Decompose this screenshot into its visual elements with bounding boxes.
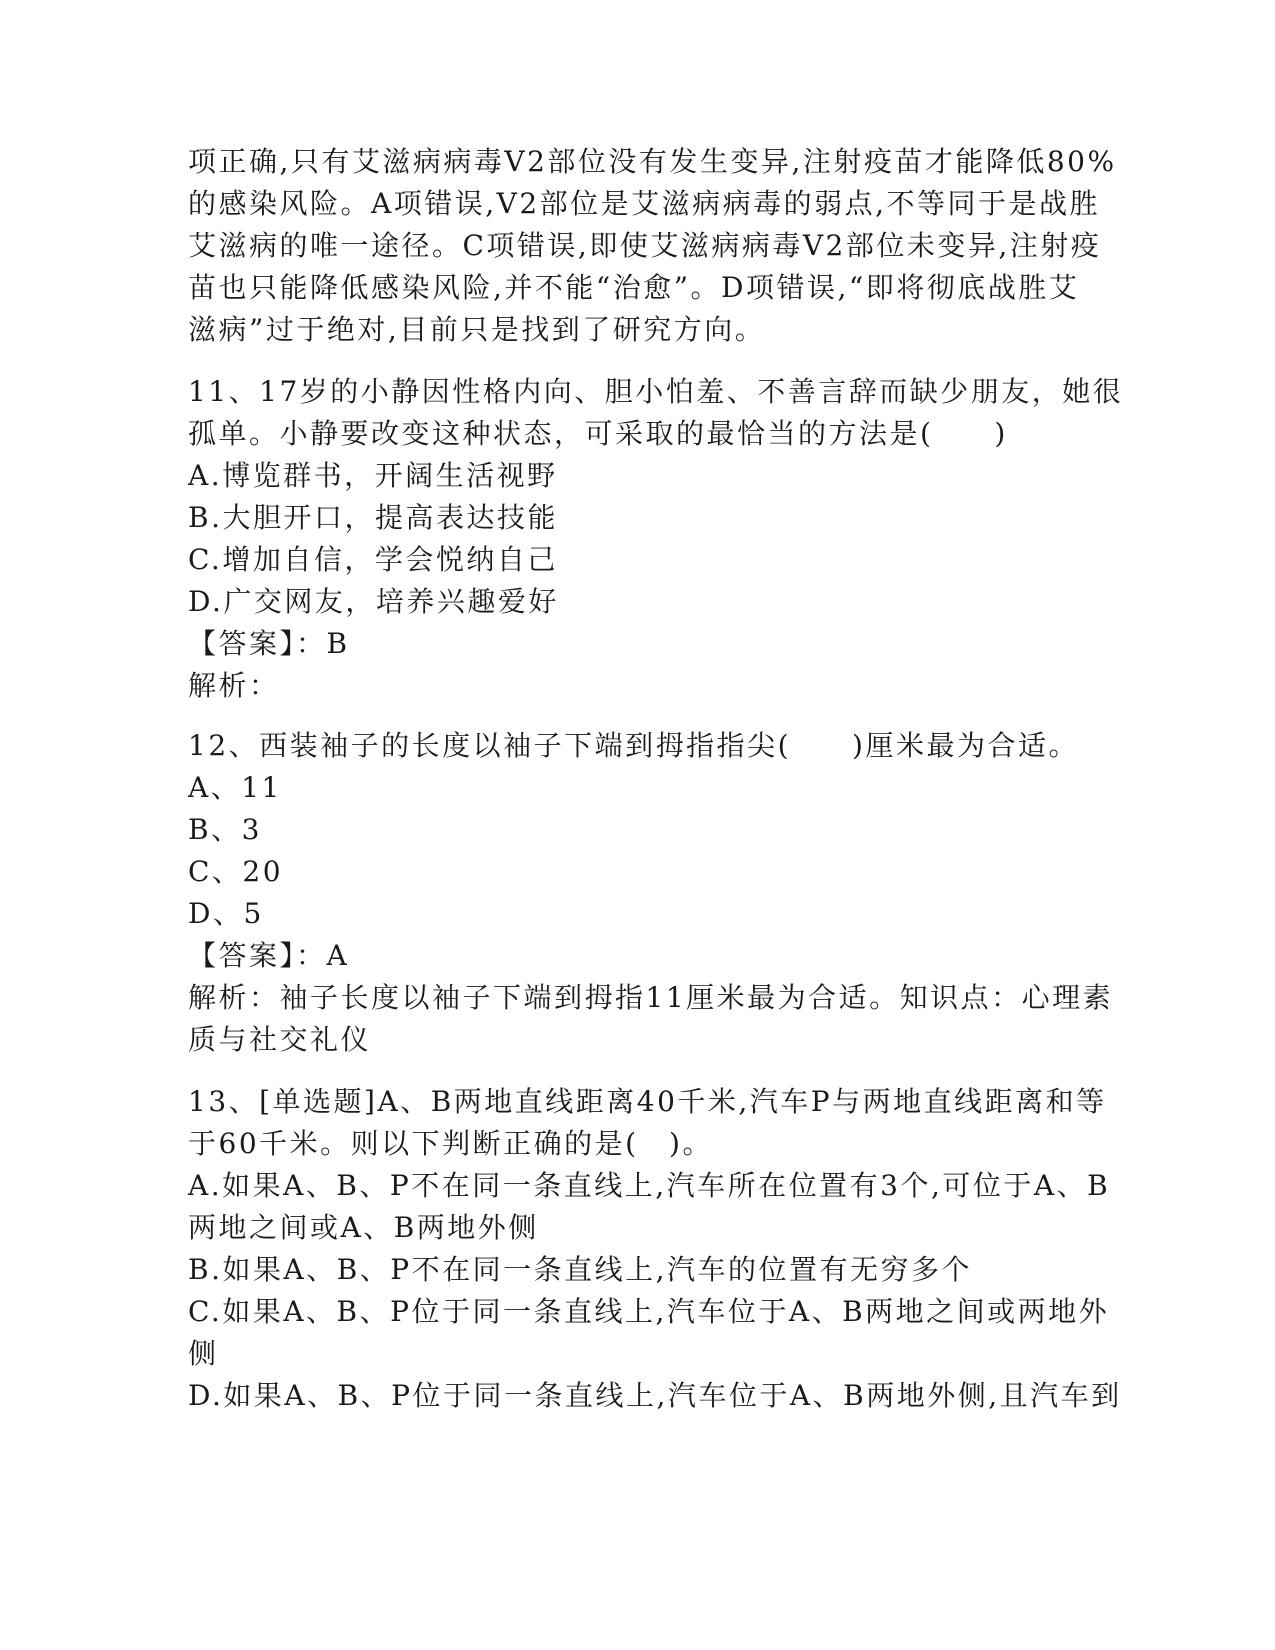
q12-analysis-line-2: 质与社交礼仪 xyxy=(188,1023,372,1056)
q11-option-b: B.大胆开口，提高表达技能 xyxy=(188,501,558,534)
q11-analysis: 解析： xyxy=(188,669,280,702)
q13-option-c-line-2: 侧 xyxy=(188,1337,219,1370)
q11-option-a: A.博览群书，开阔生活视野 xyxy=(188,459,558,492)
q11-answer: 【答案】：B xyxy=(188,627,350,660)
explanation-line-2: 的感染风险。A项错误,V2部位是艾滋病病毒的弱点,不等同于是战胜 xyxy=(188,187,1101,220)
q12-stem: 12、西装袖子的长度以袖子下端到拇指指尖( )厘米最为合适。 xyxy=(188,729,1079,762)
explanation-line-4: 苗也只能降低感染风险,并不能“治愈”。D项错误,“即将彻底战胜艾 xyxy=(188,271,1080,304)
explanation-line-5: 滋病”过于绝对,目前只是找到了研究方向。 xyxy=(188,313,766,346)
q12-analysis-line-1: 解析：袖子长度以袖子下端到拇指11厘米最为合适。知识点：心理素 xyxy=(188,981,1114,1014)
explanation-line-1: 项正确,只有艾滋病病毒V2部位没有发生变异,注射疫苗才能降低80% xyxy=(188,145,1117,178)
q13-stem-line-1: 13、[单选题]A、B两地直线距离40千米,汽车P与两地直线距离和等 xyxy=(188,1085,1107,1118)
q13-option-a-line-2: 两地之间或A、B两地外侧 xyxy=(188,1211,539,1244)
q13-option-c-line-1: C.如果A、B、P位于同一条直线上,汽车位于A、B两地之间或两地外 xyxy=(188,1295,1110,1328)
q13-option-a-line-1: A.如果A、B、P不在同一条直线上,汽车所在位置有3个,可位于A、B xyxy=(188,1169,1111,1202)
q11-stem-line-1: 11、17岁的小静因性格内向、胆小怕羞、不善言辞而缺少朋友，她很 xyxy=(188,375,1124,408)
q13-option-d-line-1: D.如果A、B、P位于同一条直线上,汽车位于A、B两地外侧,且汽车到 xyxy=(188,1379,1122,1412)
q12-answer: 【答案】：A xyxy=(188,939,350,972)
q11-option-d: D.广交网友，培养兴趣爱好 xyxy=(188,585,559,618)
q12-option-b: B、3 xyxy=(188,813,262,846)
q13-stem-line-2: 于60千米。则以下判断正确的是( )。 xyxy=(188,1127,713,1160)
q12-option-c: C、20 xyxy=(188,855,284,888)
explanation-line-3: 艾滋病的唯一途径。C项错误,即使艾滋病病毒V2部位未变异,注射疫 xyxy=(188,229,1102,262)
q13-option-b: B.如果A、B、P不在同一条直线上,汽车的位置有无穷多个 xyxy=(188,1253,973,1286)
q12-option-d: D、5 xyxy=(188,897,264,930)
q11-stem-line-2: 孤单。小静要改变这种状态，可采取的最恰当的方法是( ) xyxy=(188,417,1008,450)
q11-option-c: C.增加自信，学会悦纳自己 xyxy=(188,543,558,576)
q12-option-a: A、11 xyxy=(188,771,282,804)
